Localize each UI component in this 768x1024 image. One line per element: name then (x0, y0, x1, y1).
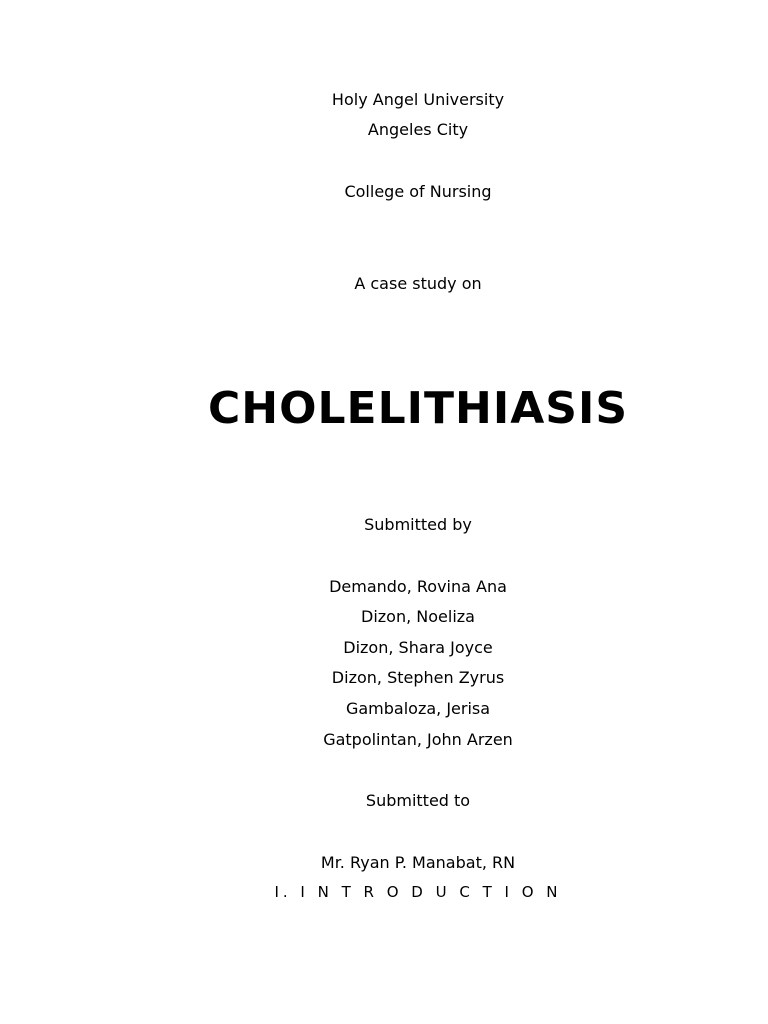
section-heading: I. I N T R O D U C T I O N (274, 883, 562, 901)
university-name: Holy Angel University (331, 90, 505, 109)
author-name: Gambaloza, Jerisa (345, 699, 491, 718)
college-name: College of Nursing (344, 182, 492, 201)
adviser-name: Mr. Ryan P. Manabat, RN (320, 853, 516, 872)
document-title: CHOLELITHIASIS (207, 383, 629, 434)
submitted-by-label: Submitted by (364, 515, 472, 534)
submitted-to-label: Submitted to (365, 791, 471, 810)
case-study-intro: A case study on (354, 274, 482, 293)
author-name: Gatpolintan, John Arzen (323, 730, 513, 749)
author-name: Demando, Rovina Ana (329, 577, 507, 596)
city-name: Angeles City (367, 120, 469, 139)
author-name: Dizon, Noeliza (361, 607, 475, 626)
author-name: Dizon, Shara Joyce (343, 638, 493, 657)
author-name: Dizon, Stephen Zyrus (331, 668, 505, 687)
